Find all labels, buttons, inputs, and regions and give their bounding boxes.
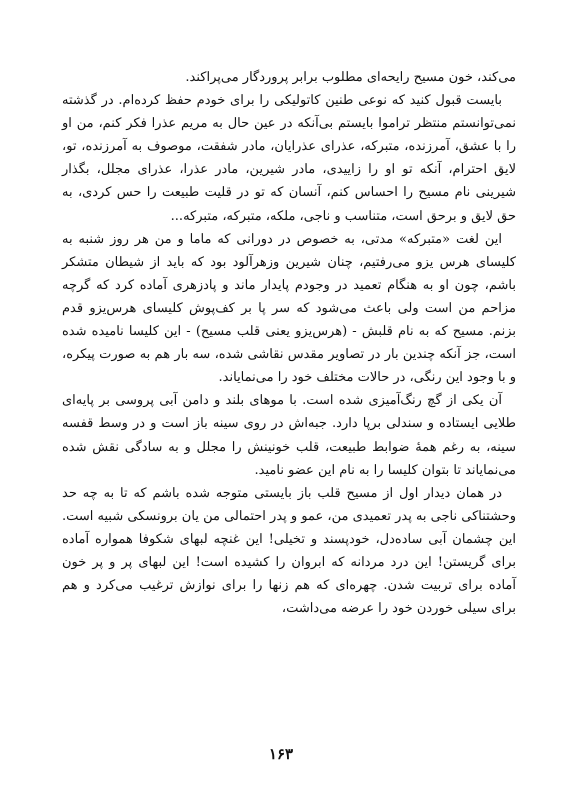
paragraph: آن یکی از گچ رنگ‌آمیزی شده است. با موهای بلند و دامن آبی پروسی بر پایه‌ای طلایی ایستاده و سندلی برپا دارد. جبه‌اش در روی سینه باز است و در وسط قفسه سینه، به رغم همهٔ ضوابط طبیعت، قلب خونینش را مجلل و به سادگی نقش شده می‌نمایاند تا بتوان کلیسا را به نام این عضو نامید. <box>62 393 516 478</box>
paragraph: بایست قبول کنید که نوعی طنین کاتولیکی را برای خودم حفظ کرده‌ام. در گذشته نمی‌توانستم منتظر تراموا بایستم بی‌آنکه در عین حال به مریم عذرا فکر کنم، من او را با عشق، آمرزنده، متبرکه، عذرای عذرایان، مادر شفقت، موصوف به آمرزنده، تو، لایق احترام، آنکه تو او را زاییدی، مادر شیرین، مادر عذرا، عذرای مجلل، بگذار شیرینی نام مسیح را احساس کنم، آنسان که تو در قلیت طبیعت را حس کردی، به حق لایق و برحق است، متناسب و ناجی، ملکه، متبرکه، متبرکه... <box>62 93 516 224</box>
body-text <box>62 66 516 620</box>
paragraph: در همان دیدار اول از مسیح قلب باز بایستی متوجه شده باشم که تا به چه حد وحشتناکی ناجی به پدر تعمیدی من، عمو و پدر احتمالی من یان برونسکی شبیه است. این چشمان آبی ساده‌دل، خودپسند و تخیلی! این غنچه لبهای شکوفا همواره آماده برای گریستن! این درد مردانه که ابروان را کشیده است! این لبهای پر و پر خون آماده برای تربیت شدن. چهره‌ای که هم زنها را برای نوازش ترغیب می‌کرد و هم برای سیلی خوردن خود را عرضه می‌داشت، <box>62 485 516 617</box>
paragraph: این لغت «متبرکه» مدتی، به خصوص در دورانی که ماما و من هر روز شنبه به کلیسای هرس یزو می‌رفتیم، چنان شیرین وزهرآلود بود که باید از شیطان متشکر باشم، چون او به هنگام تعمید در وجودم پایدار ماند و پادزهری آماده کرد که گرچه مزاحم من است ولی باعث می‌شود که سر پا بر کف‌پوش کلیسای هرس‌یزو قدم بزنم. مسیح که به نام قلبش - (هرس‌یزو یعنی قلب مسیح) - این کلیسا نامیده شده است، جز آنکه چندین بار در تصاویر مقدس نقاشی شده، سه بار هم به صورت پیکره، و با وجود این رنگی، در حالات مختلف خود را می‌نمایاند. <box>62 231 516 386</box>
page-number: ۱۶۳ <box>268 745 294 763</box>
paragraph-continuation: می‌کند، خون مسیح رایحه‌ای مطلوب برابر پروردگار می‌پراکند. <box>185 70 516 85</box>
